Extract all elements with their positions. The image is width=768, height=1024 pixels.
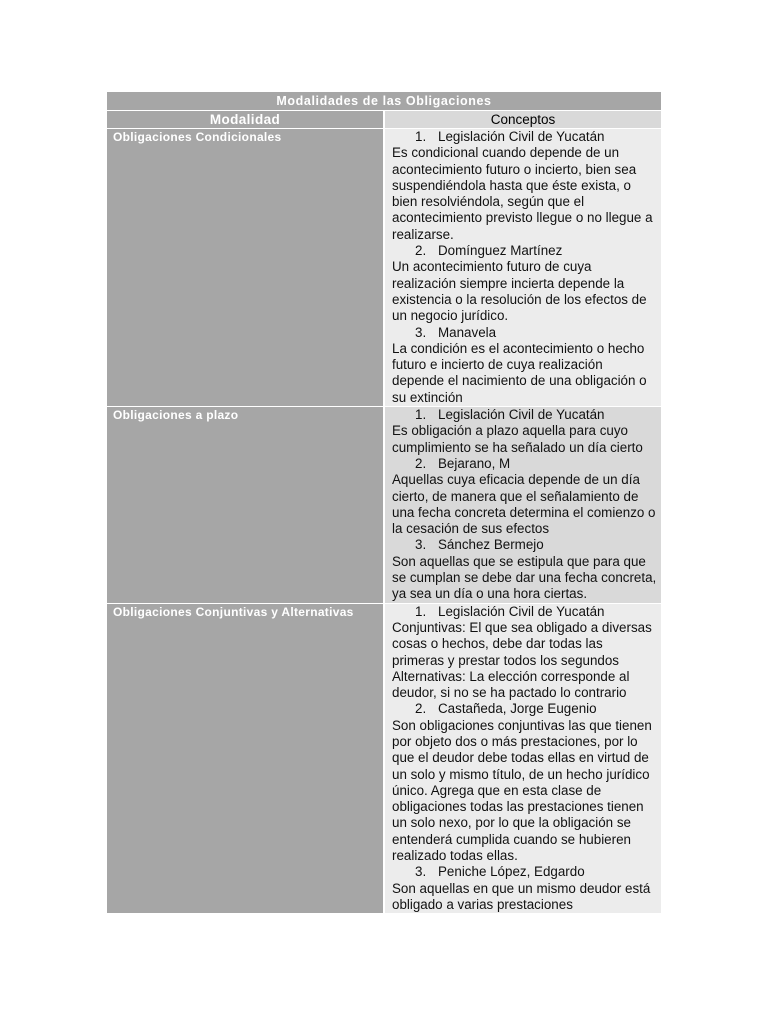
concept-text: Son obligaciones conjuntivas las que tienen por objeto dos o más prestaciones, por lo que el deudor debe todas ellas en virtud de un solo y mismo título, de un hecho jurídico único. Agrega que en esta clase de obligaciones todas las prestaciones tienen un solo nexo, por lo que la obligación se entenderá cumplida cuando se hubieren realizado todas ellas. <box>392 717 652 864</box>
table-row <box>107 407 661 604</box>
table-row <box>107 603 661 913</box>
source-line <box>392 604 657 620</box>
source-name: Peniche López, Edgardo <box>438 864 585 880</box>
source-name: Bejarano, M <box>438 455 511 471</box>
concept-text: Son aquellas que se estipula que para que se cumplan se debe dar una fecha concreta, ya sea un día o una hora ciertas. <box>392 553 657 602</box>
source-number: 2. <box>415 455 427 471</box>
modalidad-cell: Obligaciones Conjuntivas y Alternativas <box>107 603 384 913</box>
concept-text: Aquellas cuya eficacia depende de un día cierto, de manera que el señalamiento de una fecha concreta determina el comienzo o la cesación de sus efectos <box>392 472 656 537</box>
obligaciones-table <box>107 92 661 913</box>
source-number: 3. <box>415 324 427 340</box>
source-name: Domínguez Martínez <box>438 243 563 259</box>
source-number: 1. <box>415 603 427 619</box>
source-line <box>392 407 657 423</box>
source-number: 3. <box>415 864 427 880</box>
table-title: Modalidades de las Obligaciones <box>107 92 661 111</box>
source-line <box>392 701 657 717</box>
source-line <box>392 537 657 553</box>
modalidad-cell: Obligaciones a plazo <box>107 407 384 604</box>
source-name: Sánchez Bermejo <box>438 537 544 553</box>
source-line <box>392 243 657 259</box>
source-name: Castañeda, Jorge Eugenio <box>438 701 597 717</box>
header-conceptos: Conceptos <box>384 111 661 129</box>
source-line <box>392 864 657 880</box>
concept-text: La condición es el acontecimiento o hecho futuro e incierto de cuya realización depende el nacimiento de una obligación o su extinción <box>392 340 647 405</box>
conceptos-cell <box>384 603 661 913</box>
conceptos-cell <box>384 129 661 407</box>
source-number: 3. <box>415 537 427 553</box>
modalidad-cell: Obligaciones Condicionales <box>107 129 384 407</box>
title-row <box>107 92 661 111</box>
source-name: Legislación Civil de Yucatán <box>438 603 605 619</box>
source-number: 2. <box>415 243 427 259</box>
concept-text: Un acontecimiento futuro de cuya realización siempre incierta depende la existencia o la resolución de los efectos de un negocio jurídico. <box>392 259 647 324</box>
header-modalidad: Modalidad <box>107 111 384 129</box>
concept-text: Es condicional cuando depende de un acontecimiento futuro o incierto, bien sea suspendiéndola hasta que éste exista, o bien resolviéndola, según que el acontecimiento previsto llegue o no llegue a realizarse. <box>392 145 653 242</box>
conceptos-cell <box>384 407 661 604</box>
source-name: Legislación Civil de Yucatán <box>438 129 605 144</box>
source-number: 1. <box>415 129 427 144</box>
source-number: 2. <box>415 701 427 717</box>
concept-text: Son aquellas en que un mismo deudor está obligado a varias prestaciones <box>392 880 651 912</box>
source-line <box>392 456 657 472</box>
source-name: Manavela <box>438 324 497 340</box>
source-line <box>392 325 657 341</box>
concept-text: Es obligación a plazo aquella para cuyo cumplimiento se ha señalado un día cierto <box>392 423 643 455</box>
source-line <box>392 129 657 145</box>
source-number: 1. <box>415 407 427 423</box>
header-row <box>107 111 661 129</box>
table-row <box>107 129 661 407</box>
concept-text: Conjuntivas: El que sea obligado a diversas cosas o hechos, debe dar todas las primeras y prestar todos los segundos Alternativas: La elección corresponde al deudor, si no se ha pactado lo contrario <box>392 619 652 701</box>
source-name: Legislación Civil de Yucatán <box>438 407 605 423</box>
